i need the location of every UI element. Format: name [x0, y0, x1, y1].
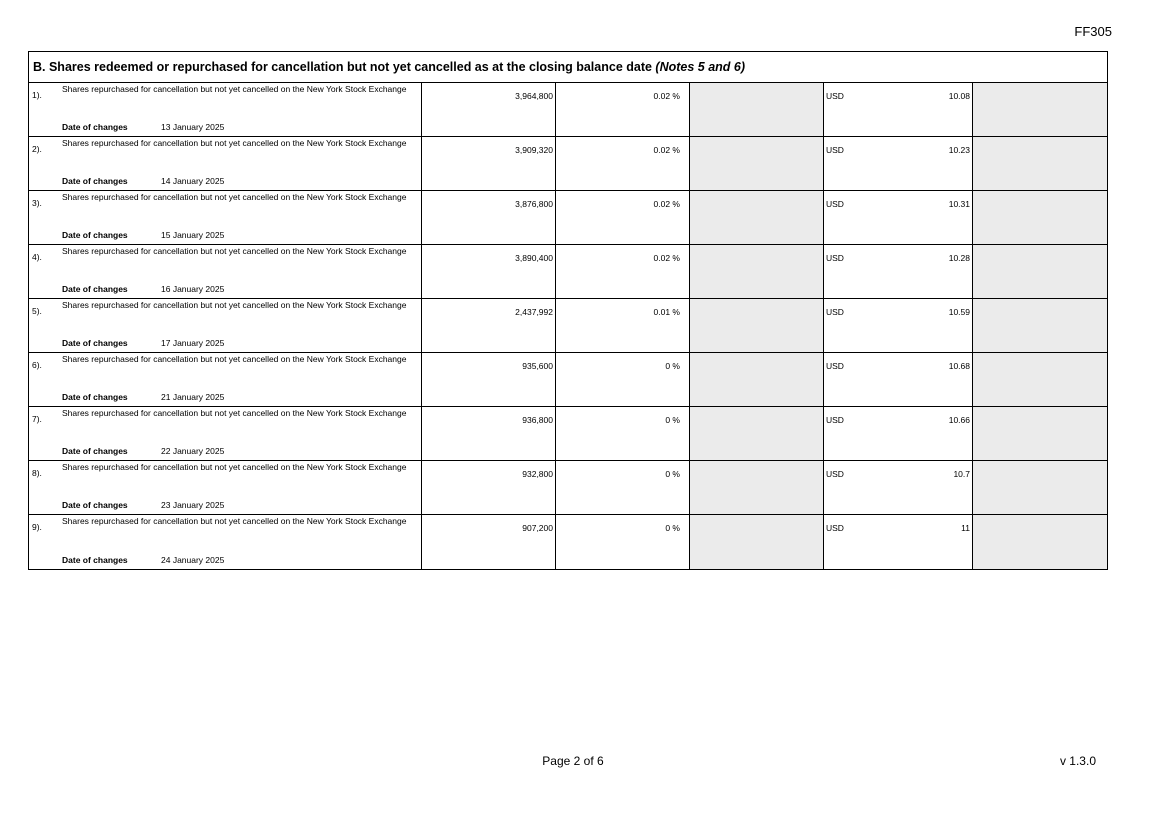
currency-code: USD — [826, 523, 844, 533]
currency-code: USD — [826, 145, 844, 155]
table-row — [29, 461, 1107, 515]
row-index: 7). — [32, 414, 42, 424]
price-value: 10.28 — [948, 253, 970, 263]
percent-value: 0.02 % — [653, 199, 680, 209]
price-cell — [824, 137, 973, 190]
shaded-cell — [690, 299, 824, 352]
table-row — [29, 407, 1107, 461]
table-row — [29, 353, 1107, 407]
percent-value: 0.02 % — [653, 145, 680, 155]
shares-count: 932,800 — [522, 469, 553, 479]
table-row — [29, 515, 1107, 569]
row-index: 6). — [32, 360, 42, 370]
table-row — [29, 83, 1107, 137]
currency-code: USD — [826, 307, 844, 317]
shaded-cell — [973, 299, 1107, 352]
price-cell — [824, 299, 973, 352]
shares-cell — [422, 299, 556, 352]
page-number: Page 2 of 6 — [542, 754, 604, 768]
version-label: v 1.3.0 — [1059, 754, 1096, 768]
date-of-changes-value: 23 January 2025 — [161, 500, 225, 510]
price-value: 10.7 — [953, 469, 970, 479]
table-body — [29, 83, 1107, 569]
percent-cell — [556, 407, 690, 460]
shares-cell — [422, 191, 556, 244]
row-description: Shares repurchased for cancellation but not yet cancelled on the New York Stock Exchange — [62, 408, 407, 418]
currency-code: USD — [826, 415, 844, 425]
date-of-changes-value: 16 January 2025 — [161, 284, 225, 294]
percent-cell — [556, 137, 690, 190]
shares-count: 936,800 — [522, 415, 553, 425]
percent-value: 0 % — [665, 361, 680, 371]
row-description: Shares repurchased for cancellation but not yet cancelled on the New York Stock Exchange — [62, 246, 407, 256]
price-value: 10.66 — [948, 415, 970, 425]
description-cell — [29, 83, 422, 136]
shares-cell — [422, 137, 556, 190]
shaded-cell — [690, 191, 824, 244]
description-cell — [29, 299, 422, 352]
shaded-cell — [973, 191, 1107, 244]
percent-cell — [556, 353, 690, 406]
table-row — [29, 191, 1107, 245]
shaded-cell — [973, 245, 1107, 298]
percent-value: 0.01 % — [653, 307, 680, 317]
date-of-changes-value: 22 January 2025 — [161, 446, 225, 456]
price-cell — [824, 515, 973, 569]
price-cell — [824, 407, 973, 460]
row-index: 3). — [32, 198, 42, 208]
percent-cell — [556, 299, 690, 352]
percent-value: 0.02 % — [653, 253, 680, 263]
shares-count: 3,890,400 — [515, 253, 553, 263]
table-row — [29, 299, 1107, 353]
percent-value: 0 % — [665, 469, 680, 479]
row-index: 1). — [32, 90, 42, 100]
price-cell — [824, 191, 973, 244]
description-cell — [29, 245, 422, 298]
shaded-cell — [690, 407, 824, 460]
shaded-cell — [690, 353, 824, 406]
date-of-changes-label: Date of changes — [62, 338, 128, 348]
shaded-cell — [973, 407, 1107, 460]
price-value: 10.23 — [948, 145, 970, 155]
price-value: 10.59 — [948, 307, 970, 317]
shares-cell — [422, 83, 556, 136]
date-of-changes-label: Date of changes — [62, 176, 128, 186]
shares-count: 3,964,800 — [515, 91, 553, 101]
date-of-changes-value: 17 January 2025 — [161, 338, 225, 348]
description-cell — [29, 191, 422, 244]
shares-count: 907,200 — [522, 523, 553, 533]
price-cell — [824, 353, 973, 406]
table-row — [29, 137, 1107, 191]
date-of-changes-label: Date of changes — [62, 555, 128, 565]
date-of-changes-label: Date of changes — [62, 446, 128, 456]
date-of-changes-label: Date of changes — [62, 392, 128, 402]
currency-code: USD — [826, 199, 844, 209]
shaded-cell — [973, 353, 1107, 406]
date-of-changes-value: 21 January 2025 — [161, 392, 225, 402]
shaded-cell — [973, 461, 1107, 514]
shares-count: 3,876,800 — [515, 199, 553, 209]
percent-value: 0.02 % — [653, 91, 680, 101]
date-of-changes-value: 14 January 2025 — [161, 176, 225, 186]
shaded-cell — [690, 83, 824, 136]
row-description: Shares repurchased for cancellation but not yet cancelled on the New York Stock Exchange — [62, 300, 407, 310]
price-value: 10.68 — [948, 361, 970, 371]
price-cell — [824, 83, 973, 136]
row-description: Shares repurchased for cancellation but not yet cancelled on the New York Stock Exchange — [62, 84, 407, 94]
shaded-cell — [690, 245, 824, 298]
shares-cell — [422, 515, 556, 569]
table-row — [29, 245, 1107, 299]
date-of-changes-value: 13 January 2025 — [161, 122, 225, 132]
price-value: 11 — [961, 523, 970, 533]
shares-cell — [422, 461, 556, 514]
row-description: Shares repurchased for cancellation but not yet cancelled on the New York Stock Exchange — [62, 138, 407, 148]
price-cell — [824, 461, 973, 514]
percent-cell — [556, 245, 690, 298]
repurchase-table — [28, 51, 1108, 570]
price-cell — [824, 245, 973, 298]
percent-cell — [556, 83, 690, 136]
row-description: Shares repurchased for cancellation but not yet cancelled on the New York Stock Exchange — [62, 192, 407, 202]
percent-cell — [556, 461, 690, 514]
shares-cell — [422, 245, 556, 298]
price-value: 10.31 — [948, 199, 970, 209]
shaded-cell — [690, 461, 824, 514]
description-cell — [29, 353, 422, 406]
currency-code: USD — [826, 361, 844, 371]
shares-count: 2,437,992 — [515, 307, 553, 317]
currency-code: USD — [826, 253, 844, 263]
description-cell — [29, 407, 422, 460]
percent-cell — [556, 515, 690, 569]
shares-count: 3,909,320 — [515, 145, 553, 155]
date-of-changes-value: 24 January 2025 — [161, 555, 225, 565]
price-value: 10.08 — [948, 91, 970, 101]
date-of-changes-label: Date of changes — [62, 230, 128, 240]
row-index: 2). — [32, 144, 42, 154]
description-cell — [29, 461, 422, 514]
section-title-text: B. Shares redeemed or repurchased for cancellation but not yet cancelled as at the closing balance date — [33, 60, 656, 74]
section-title — [29, 52, 1107, 83]
description-cell — [29, 137, 422, 190]
percent-value: 0 % — [665, 523, 680, 533]
percent-cell — [556, 191, 690, 244]
shares-count: 935,600 — [522, 361, 553, 371]
percent-value: 0 % — [665, 415, 680, 425]
section-notes: (Notes 5 and 6) — [655, 60, 746, 74]
date-of-changes-label: Date of changes — [62, 500, 128, 510]
row-index: 8). — [32, 468, 42, 478]
currency-code: USD — [826, 469, 844, 479]
form-code: FF305 — [1074, 24, 1112, 39]
row-description: Shares repurchased for cancellation but not yet cancelled on the New York Stock Exchange — [62, 516, 407, 526]
row-index: 9). — [32, 522, 42, 532]
shares-cell — [422, 353, 556, 406]
shares-cell — [422, 407, 556, 460]
date-of-changes-value: 15 January 2025 — [161, 230, 225, 240]
row-index: 4). — [32, 252, 42, 262]
shaded-cell — [690, 515, 824, 569]
shaded-cell — [973, 137, 1107, 190]
row-description: Shares repurchased for cancellation but not yet cancelled on the New York Stock Exchange — [62, 462, 407, 472]
row-description: Shares repurchased for cancellation but not yet cancelled on the New York Stock Exchange — [62, 354, 407, 364]
currency-code: USD — [826, 91, 844, 101]
description-cell — [29, 515, 422, 569]
shaded-cell — [973, 83, 1107, 136]
shaded-cell — [690, 137, 824, 190]
date-of-changes-label: Date of changes — [62, 284, 128, 294]
row-index: 5). — [32, 306, 42, 316]
date-of-changes-label: Date of changes — [62, 122, 128, 132]
shaded-cell — [973, 515, 1107, 569]
